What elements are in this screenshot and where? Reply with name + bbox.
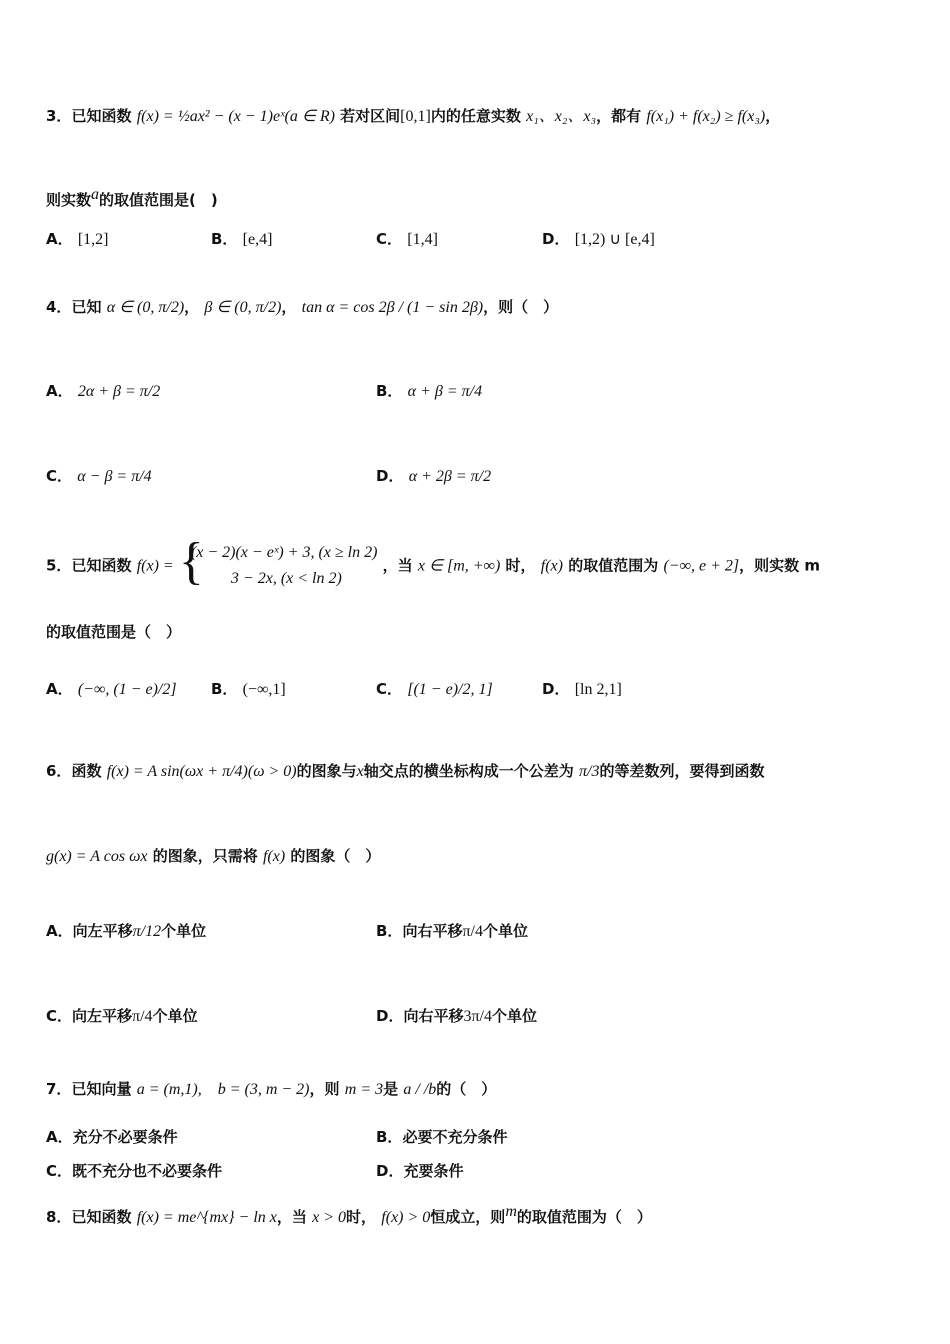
option-value: [e,4] — [242, 231, 273, 248]
q7-tail: 的（ ） — [436, 1080, 497, 1098]
option-label: B． — [376, 922, 403, 940]
q8-function: f(x) = me^{mx} − ln x — [136, 1209, 277, 1226]
option-value: 2α + β = π/2 — [77, 383, 161, 400]
q3-line2a: 则实数 — [46, 191, 92, 209]
q7-option-c[interactable] — [46, 1160, 222, 1181]
q3-line2 — [46, 186, 218, 210]
q6-line2a: 的图象，只需将 — [152, 847, 258, 865]
q5-case2: 3 − 2x, (x < ln 2) — [230, 570, 342, 587]
option-value: [1,2] — [77, 231, 109, 248]
option-value: π/12 — [132, 923, 162, 940]
q4-option-b[interactable] — [376, 380, 482, 401]
option-pre: 向右平移 — [402, 922, 463, 940]
q6-g-func: g(x) = A cos ωx — [46, 848, 148, 865]
q4-line1: 4．已知 α ∈ (0, π/2)， β ∈ (0, π/2)， tan α = cos 2β / (1 − sin 2β)，则（ ） — [46, 298, 559, 316]
q5-lead: 已知函数 — [71, 556, 132, 575]
q5-range: (−∞, e + 2] — [663, 557, 740, 575]
q3-line2b: 的取值范围是( ) — [99, 191, 218, 209]
q7-vectors: a = (m,1), b = (3, m − 2) — [136, 1081, 310, 1098]
q5-number: 5． — [46, 556, 72, 575]
q5-tail: ，则实数 m — [739, 556, 820, 575]
q3-mid3: ，都有 — [596, 107, 642, 125]
q6-fx: f(x) — [262, 848, 286, 865]
option-label: C． — [46, 467, 73, 485]
option-value: 充分不必要条件 — [72, 1128, 178, 1146]
q7-parallel: a / /b — [403, 1081, 437, 1098]
option-value: [1,2) ∪ [e,4] — [574, 231, 655, 248]
q4-lead: 已知 — [71, 298, 102, 316]
option-label: D． — [542, 680, 570, 698]
q6-function: f(x) = A sin(ωx + π/4)(ω > 0) — [106, 763, 297, 780]
q3-option-b[interactable] — [211, 228, 272, 249]
option-label: A． — [46, 230, 73, 248]
option-value: (−∞,1] — [242, 681, 286, 698]
q5-fx: f(x) — [540, 557, 563, 575]
q3-mid: 若对区间 — [340, 107, 401, 125]
q8-mid2: 时， — [346, 1208, 377, 1226]
q7-mid2: 是 — [383, 1080, 399, 1098]
option-pre: 向左平移 — [72, 1007, 133, 1025]
option-value: 充要条件 — [403, 1162, 464, 1180]
option-post: 个单位 — [161, 922, 207, 940]
option-label: B． — [211, 680, 238, 698]
option-label: C． — [46, 1007, 73, 1025]
q3-line1 — [46, 103, 780, 126]
q5-line2: 的取值范围是（ ） — [46, 623, 182, 641]
option-label: C． — [376, 680, 403, 698]
q6-mid: 的图象与 — [296, 762, 357, 780]
q5-line1 — [46, 533, 820, 592]
option-value: (−∞, (1 − e)/2] — [77, 681, 177, 698]
q4-beta-range: β ∈ (0, π/2) — [204, 299, 282, 316]
q3-number: 3． — [46, 107, 72, 125]
option-pre: 向左平移 — [72, 922, 133, 940]
q4-tan-equation: tan α = cos 2β / (1 − sin 2β) — [301, 299, 484, 316]
q5-shi: 时， — [505, 556, 536, 575]
option-label: B． — [376, 382, 403, 400]
option-value: π/4 — [462, 923, 483, 940]
left-brace-icon: { — [178, 533, 204, 590]
q6-mid2: 轴交点的横坐标构成一个公差为 — [363, 762, 574, 780]
q3-option-c[interactable] — [376, 228, 438, 249]
option-value: [(1 − e)/2, 1] — [407, 681, 493, 698]
q4-tail: ，则（ ） — [483, 298, 559, 316]
q3-option-d[interactable] — [542, 228, 655, 249]
q5-option-d[interactable] — [542, 678, 622, 699]
q5-option-b[interactable] — [211, 678, 286, 699]
q4-option-d[interactable] — [376, 465, 491, 486]
option-label: D． — [542, 230, 570, 248]
option-label: A． — [46, 382, 73, 400]
q6-option-c[interactable] — [46, 1005, 198, 1026]
q6-number: 6． — [46, 762, 72, 780]
option-value: 3π/4 — [463, 1008, 492, 1025]
q6-option-d[interactable] — [376, 1005, 537, 1026]
option-value: [1,4] — [407, 231, 438, 248]
q7-option-d[interactable] — [376, 1160, 463, 1181]
option-label: D． — [376, 467, 404, 485]
q5-range-lead: 的取值范围为 — [568, 556, 659, 575]
q5-when: ，当 — [382, 556, 413, 575]
q7-condition: m = 3 — [344, 1081, 384, 1098]
option-label: A． — [46, 922, 73, 940]
q5-domain: x ∈ [m, +∞) — [417, 557, 501, 575]
q3-inequality: f(x₁) + f(x₂) ≥ f(x₃) — [646, 108, 766, 125]
option-value: 必要不充分条件 — [402, 1128, 508, 1146]
q4-option-c[interactable] — [46, 465, 152, 486]
option-post: 个单位 — [152, 1007, 198, 1025]
option-label: C． — [46, 1162, 73, 1180]
q3-a-var: a — [91, 186, 100, 203]
q4-alpha-range: α ∈ (0, π/2) — [106, 299, 185, 316]
q3-vars: x₁、x₂、x₃ — [526, 108, 597, 125]
option-value: π/4 — [132, 1008, 153, 1025]
option-value: α + β = π/4 — [407, 383, 483, 400]
q5-case1: (x − 2)(x − eˣ) + 3, (x ≥ ln 2) — [190, 544, 378, 561]
q8-mid: ，当 — [276, 1208, 307, 1226]
q5-f-eq: f(x) = — [136, 557, 174, 575]
q8-number: 8． — [46, 1208, 72, 1226]
q7-mid: ，则 — [309, 1080, 340, 1098]
q8-m-var: m — [505, 1203, 517, 1220]
option-label: B． — [211, 230, 238, 248]
q3-function: f(x) = ½ax² − (x − 1)eˣ(a ∈ R) — [136, 108, 335, 125]
q6-line2 — [46, 845, 380, 866]
option-value: 既不充分也不必要条件 — [72, 1162, 223, 1180]
q7-option-a[interactable] — [46, 1126, 178, 1147]
option-value: α − β = π/4 — [77, 468, 152, 485]
q6-tail: 的等差数列，要得到函数 — [599, 762, 765, 780]
q6-diff: π/3 — [579, 763, 600, 780]
q3-option-a[interactable] — [46, 228, 109, 249]
q7-line1 — [46, 1076, 496, 1099]
q3-interval: [0,1] — [400, 108, 431, 125]
q8-tail: 的取值范围为（ ） — [516, 1208, 652, 1226]
q5-option-a[interactable] — [46, 678, 177, 699]
q7-number: 7． — [46, 1080, 72, 1098]
q7-option-b[interactable] — [376, 1126, 507, 1147]
q4-number: 4． — [46, 298, 72, 316]
q8-inequality: f(x) > 0 — [381, 1209, 431, 1226]
option-label: C． — [376, 230, 403, 248]
option-label: D． — [376, 1162, 404, 1180]
option-value: [ln 2,1] — [574, 681, 622, 698]
q5-piecewise — [178, 533, 378, 592]
q8-line1 — [46, 1203, 652, 1227]
option-label: A． — [46, 680, 73, 698]
q8-condition: x > 0 — [312, 1209, 347, 1226]
q3-mid2: 内的任意实数 — [430, 107, 521, 125]
q6-x-var: x — [356, 763, 364, 780]
q6-lead: 函数 — [71, 762, 102, 780]
option-label: A． — [46, 1128, 73, 1146]
option-post: 个单位 — [492, 1007, 538, 1025]
q6-option-b[interactable] — [376, 920, 528, 941]
q7-lead: 已知向量 — [71, 1080, 132, 1098]
option-label: B． — [376, 1128, 403, 1146]
q6-line1 — [46, 760, 764, 781]
option-value: α + 2β = π/2 — [408, 468, 492, 485]
q5-option-c[interactable] — [376, 678, 493, 699]
q8-mid3: 恒成立，则 — [430, 1208, 506, 1226]
q8-lead: 已知函数 — [71, 1208, 132, 1226]
q6-line2b: 的图象（ ） — [290, 847, 381, 865]
option-post: 个单位 — [482, 922, 528, 940]
q4-option-a[interactable] — [46, 380, 160, 401]
q3-tail: ， — [765, 107, 781, 125]
option-pre: 向右平移 — [403, 1007, 464, 1025]
q6-option-a[interactable] — [46, 920, 206, 941]
option-label: D． — [376, 1007, 404, 1025]
q3-lead: 已知函数 — [71, 107, 132, 125]
